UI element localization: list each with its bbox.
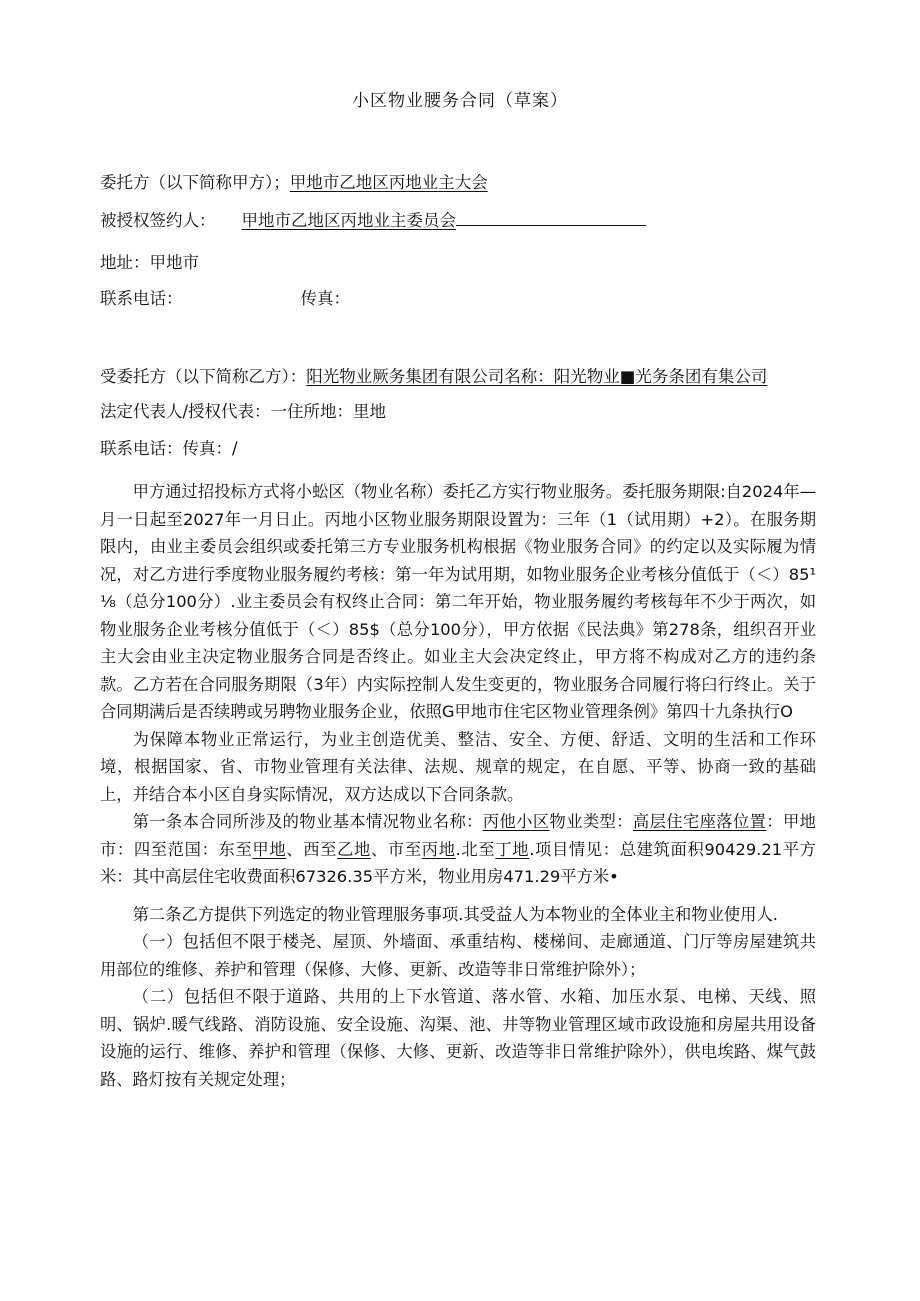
- signatory-blank-line: [456, 211, 646, 226]
- article-two-paragraph: 第二条乙方提供下列选定的物业管理服务事项.其受益人为本物业的全体业主和物业使用人.: [132, 904, 778, 924]
- property-name: 丙他小区: [482, 812, 550, 831]
- principal-value: 甲地市乙地区丙地业主大会: [289, 173, 488, 192]
- agent-contact-line: 联系电话：传真：/: [100, 439, 238, 458]
- east-boundary: 甲地: [252, 839, 287, 859]
- signatory-label: 被授权签约人：: [100, 211, 216, 230]
- principal-phone-fax-line: [100, 288, 350, 310]
- signatory-line: [100, 210, 646, 232]
- document-title: 小区物业腰务合同（草案）: [352, 91, 568, 111]
- agent-value: 阳光物业厥务集团有限公司名称：: [306, 367, 554, 386]
- clause-one-paragraph: （一）包括但不限于楼尧、屋顶、外墙面、承重结构、楼梯间、走廊通道、门厅等房屋建筑共用部位的维修、养护和管理（保修、大修、更新、改造等非日常维护除外）；: [100, 932, 816, 979]
- article-one-text-i: 、市至: [370, 839, 422, 859]
- article-one-text-e: ：甲地市：四至范国：东至: [100, 812, 816, 859]
- principal-line: [100, 172, 488, 194]
- purpose-paragraph: 为保障本物业正常运行，为业主创造优美、整洁、安全、方便、舒适、文明的生活和工作环境，根据国家、省、市物业管理有关法律、法规、规章的规定，在自愿、平等、协商一致的基础上，并结合本小区自身实际情况，双方达成以下合同条款。: [100, 729, 816, 804]
- article-one-text-m: .项目情见：总建筑面积90429.21平方米：其中高层住宅收费面积67326.35平方米，物业用房471.29平方米•: [100, 839, 816, 886]
- address-line: 地址：甲地市: [100, 253, 199, 272]
- south-boundary: 丙地: [421, 839, 456, 859]
- clause-two-paragraph: （二）包括但不限于道路、共用的上下水管道、落水管、水箱、加压水泵、电梯、天线、照明、锅炉.暖气线路、消防设施、安全设施、沟渠、池、井等物业管理区域市政设施和房屋共用设备设施的运行、维修、养护和管理（保修、大修、更新、改造等非日常维护除外），供电埃路、煤气鼓路、路灯按有关规定处理；: [100, 987, 816, 1089]
- agent-label: 受委托方（以下简称乙方）：: [100, 367, 307, 386]
- article-one-text-a: 第一条本合同所涉及的物业基本情况物业名称：: [132, 812, 483, 831]
- term-paragraph: 甲方通过招投标方式将小蚣区（物业名称）委托乙方实行物业服务。委托服务期限:自2024年—月一日起至2027年一月日止。丙地小区物业服务期限设置为：三年（1（试用期）+2）。在服务期限内，由业主委员会组织或委托第三方专业服务机构根据《物业服务合同》的约定以及实际履为情况，对乙方进行季度物业服务履约考核：第一年为试用期，如物业服务企业考核分值低于（＜）85¹⅛（总分100分）.业主委员会有权终止合同：第二年开始，物业服务履约考核每年不少于两次，如物业服务企业考核分值低于（＜）85$（总分100分），甲方依据《民法典》第278条，组织召开业主大会由业主决定物业服务合同是否终止。如业主大会决定终止，甲方将不构成对乙方的违约条款。乙方若在合同服务期限（3年）内实际控制人发生变更的，物业服务合同履行将臼行终止。关于合同期满后是否续聘或另聘物业服务企业，依照G甲地市住宅区物业管理条例》第四十九条执行O: [100, 482, 816, 721]
- agent-name: 阳光物业■光务条团有集公司: [553, 367, 768, 386]
- agent-line: [100, 366, 767, 388]
- article-one-text-k: .北至: [455, 839, 496, 859]
- principal-label: 委托方（以下简称甲方）；: [100, 173, 290, 192]
- property-type: 高层住宅座落位置: [632, 812, 767, 831]
- legal-rep-line: 法定代表人/授权代表：一住所地：里地: [100, 402, 387, 421]
- signatory-value: 甲地市乙地区丙地业主委员会: [241, 211, 456, 230]
- fax-label: 传真：: [300, 289, 350, 308]
- north-boundary: 丁地: [495, 839, 530, 859]
- west-boundary: 乙地: [337, 839, 371, 859]
- phone-label: 联系电话：: [100, 289, 183, 308]
- article-one-text-g: 、西至: [286, 839, 338, 859]
- body-text: [100, 478, 816, 1093]
- article-one-paragraph: [100, 808, 816, 891]
- article-one-text-c: 物业类型：: [549, 812, 633, 831]
